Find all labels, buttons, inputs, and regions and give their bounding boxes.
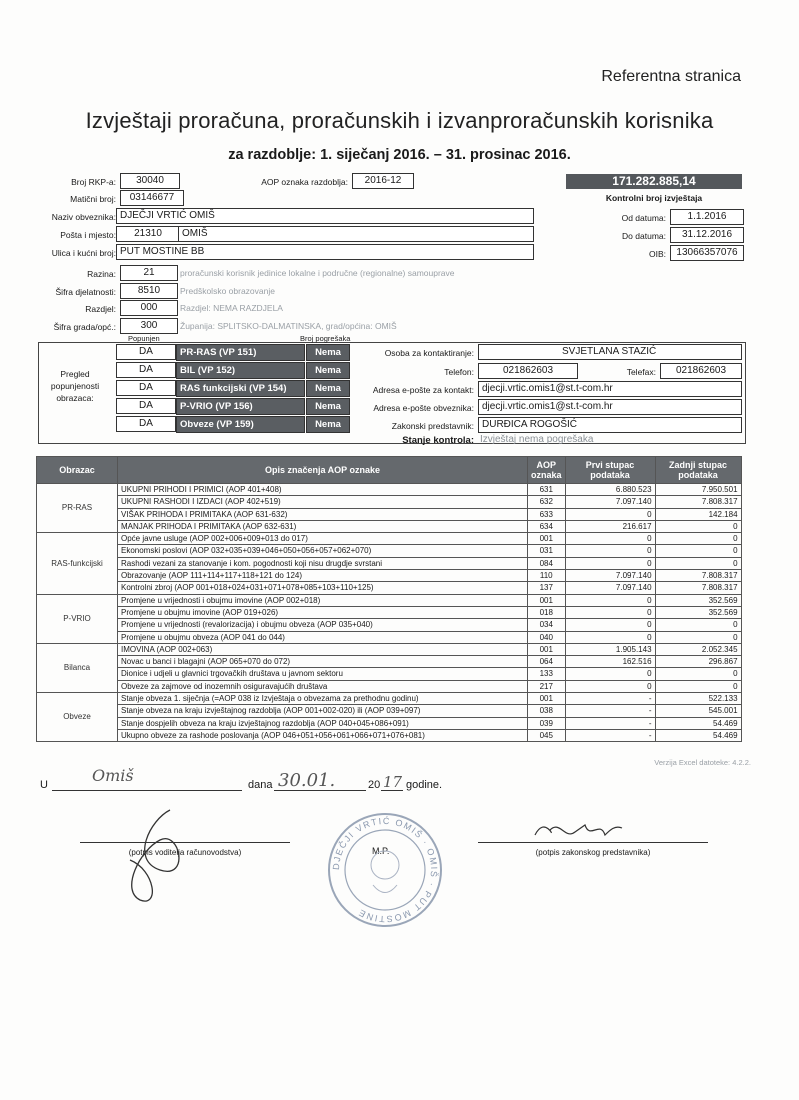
row-last-value: 0 — [655, 680, 741, 692]
row-aop: 633 — [528, 508, 566, 520]
row-aop: 040 — [528, 631, 566, 643]
row-first-value: 0 — [565, 557, 655, 569]
row-last-value: 296.867 — [655, 656, 741, 668]
row-aop: 137 — [528, 582, 566, 594]
row-description: Kontrolni zbroj (AOP 001+018+024+031+071+078+085+103+110+125) — [118, 582, 528, 594]
row-aop: 031 — [528, 545, 566, 557]
row-description: Opće javne usluge (AOP 002+006+009+013 do 017) — [118, 533, 528, 545]
row-first-value: 7.097.140 — [565, 496, 655, 508]
row-first-value: 0 — [565, 508, 655, 520]
table-row — [37, 705, 742, 717]
razdjel-field: 000 — [120, 300, 178, 316]
row-last-value: 352.569 — [655, 606, 741, 618]
row-last-value: 0 — [655, 533, 741, 545]
grad-label: Šifra grada/opć.: — [53, 322, 116, 332]
right-sign-caption: (potpis zakonskog predstavnika) — [535, 848, 651, 857]
email-kontakt-field: djecji.vrtic.omis1@st.t-com.hr — [478, 381, 742, 397]
stanje-value: Izvještaj nema pogrešaka — [480, 434, 594, 445]
tel-label: Telefon: — [444, 367, 474, 377]
aop-period-label: AOP oznaka razdoblja: — [261, 177, 348, 187]
u-label: U — [40, 779, 48, 791]
year-handwritten: 17 — [383, 773, 403, 791]
sifra-label: Šifra djelatnosti: — [55, 287, 116, 297]
reference-page-label: Referentna stranica — [601, 68, 741, 85]
table-row — [37, 717, 742, 729]
group-name: PR-RAS — [37, 484, 118, 533]
pregled-errors: Nema — [306, 416, 350, 433]
row-aop: 038 — [528, 705, 566, 717]
row-description: Stanje obveza na kraju izvještajnog razdoblja (AOP 001+002-020) ili (AOP 039+097) — [118, 705, 528, 717]
table-row — [37, 570, 742, 582]
razina-field: 21 — [120, 265, 178, 281]
row-aop: 001 — [528, 643, 566, 655]
do-field: 31.12.2016 — [670, 227, 744, 243]
table-row — [37, 557, 742, 569]
group-name: Bilanca — [37, 643, 118, 692]
row-last-value: 7.950.501 — [655, 484, 741, 496]
row-first-value: - — [565, 693, 655, 705]
fax-field: 021862603 — [660, 363, 742, 379]
aop-table-body — [37, 484, 742, 742]
row-first-value: 6.880.523 — [565, 484, 655, 496]
sifra-field: 8510 — [120, 283, 178, 299]
row-aop: 039 — [528, 717, 566, 729]
oib-label: OIB: — [648, 249, 666, 259]
table-row — [37, 545, 742, 557]
pregled-form-name: PR-RAS (VP 151) — [176, 344, 305, 361]
osoba-field — [478, 344, 742, 360]
row-first-value: - — [565, 705, 655, 717]
row-aop: 034 — [528, 619, 566, 631]
rkp-label: Broj RKP-a: — [71, 177, 116, 187]
row-aop: 133 — [528, 668, 566, 680]
date-handwritten: 30.01. — [278, 770, 336, 791]
table-row — [37, 496, 742, 508]
row-last-value: 0 — [655, 557, 741, 569]
row-description: Ukupno obveze za rashode poslovanja (AOP 046+051+056+061+066+071+076+081) — [118, 729, 528, 741]
row-last-value: 54.469 — [655, 717, 741, 729]
left-sign-caption: (potpis voditelja računovodstva) — [128, 848, 242, 857]
group-name: P-VRIO — [37, 594, 118, 643]
table-row — [37, 619, 742, 631]
row-last-value: 2.052.345 — [655, 643, 741, 655]
group-name: Obveze — [37, 693, 118, 742]
sifra-desc: Predškolsko obrazovanje — [180, 286, 275, 296]
table-row — [37, 680, 742, 692]
dana-label: dana — [248, 779, 273, 791]
pregled-status: DA — [116, 344, 176, 360]
zakonski-label: Zakonski predstavnik: — [391, 421, 474, 431]
mjesto-field: OMIŠ — [178, 226, 534, 242]
row-last-value: 522.133 — [655, 693, 741, 705]
do-label: Do datuma: — [622, 231, 666, 241]
place-line — [52, 790, 242, 791]
row-first-value: 0 — [565, 668, 655, 680]
table-row — [37, 508, 742, 520]
oib-field: 13066357076 — [670, 245, 744, 261]
row-last-value: 0 — [655, 520, 741, 532]
year-prefix: 20 — [368, 779, 381, 791]
col-pogreske: Broj pogrešaka — [300, 334, 351, 343]
pregled-errors: Nema — [306, 362, 350, 379]
pregled-form-name: Obveze (VP 159) — [176, 416, 305, 433]
right-signature-icon — [530, 810, 630, 850]
row-first-value: 0 — [565, 606, 655, 618]
stanje-label: Stanje kontrola: — [402, 435, 474, 446]
od-field: 1.1.2016 — [670, 209, 744, 225]
svg-text:DJEČJI VRTIĆ OMIŠ · OMIŠ · PUT — [331, 816, 439, 924]
od-label: Od datuma: — [621, 213, 666, 223]
tel-field: 021862603 — [478, 363, 578, 379]
row-description: Promjene u obujmu imovine (AOP 019+026) — [118, 606, 528, 618]
place-handwritten: Omiš — [92, 766, 134, 785]
col-prvi: Prvi stupac podataka — [565, 457, 655, 484]
pregled-status: DA — [116, 362, 176, 378]
naziv-label: Naziv obveznika: — [51, 212, 116, 222]
osoba-value: SVJETLANA STAZIĆ — [562, 346, 657, 357]
posta-label: Pošta i mjesto: — [60, 230, 116, 240]
table-row — [37, 693, 742, 705]
control-number-label: Kontrolni broj izvještaja — [605, 193, 703, 203]
naziv-field: DJEČJI VRTIĆ OMIŠ — [116, 208, 534, 224]
row-last-value: 0 — [655, 619, 741, 631]
godine-label: godine. — [406, 779, 443, 791]
pregled-status: DA — [116, 380, 176, 396]
col-popunjen: Popunjen — [128, 334, 160, 343]
row-first-value: 0 — [565, 533, 655, 545]
row-description: Rashodi vezani za stanovanje i kom. pogodnosti koji nisu drugdje svrstani — [118, 557, 528, 569]
row-aop: 001 — [528, 594, 566, 606]
row-last-value: 0 — [655, 668, 741, 680]
row-first-value: 0 — [565, 619, 655, 631]
row-description: Novac u banci i blagajni (AOP 065+070 do 072) — [118, 656, 528, 668]
razdjel-label: Razdjel: — [85, 304, 116, 314]
pregled-status: DA — [116, 398, 176, 414]
row-last-value: 54.469 — [655, 729, 741, 741]
row-description: UKUPNI PRIHODI I PRIMICI (AOP 401+408) — [118, 484, 528, 496]
control-number: 171.282.885,14 — [566, 174, 742, 189]
row-first-value: 0 — [565, 594, 655, 606]
pregled-form-name: P-VRIO (VP 156) — [176, 398, 305, 415]
table-row — [37, 520, 742, 532]
row-description: UKUPNI RASHODI I IZDACI (AOP 402+519) — [118, 496, 528, 508]
posta-field: 21310 — [116, 226, 180, 242]
grad-desc: Županija: SPLITSKO-DALMATINSKA, grad/općina: OMIŠ — [180, 321, 397, 331]
year-line — [381, 790, 403, 791]
ulica-field: PUT MOSTINE BB — [116, 244, 534, 260]
row-first-value: 162.516 — [565, 656, 655, 668]
row-aop: 064 — [528, 656, 566, 668]
row-aop: 001 — [528, 533, 566, 545]
pregled-form-name: BIL (VP 152) — [176, 362, 305, 379]
row-last-value: 0 — [655, 545, 741, 557]
row-first-value: - — [565, 729, 655, 741]
row-first-value: 1.905.143 — [565, 643, 655, 655]
report-title: Izvještaji proračuna, proračunskih i izvanproračunskih korisnika — [85, 108, 714, 133]
row-first-value: 0 — [565, 631, 655, 643]
zakonski-field: DURĐICA ROGOŠIĆ — [478, 417, 742, 433]
row-first-value: - — [565, 717, 655, 729]
table-row — [37, 484, 742, 496]
row-aop: 631 — [528, 484, 566, 496]
col-opis: Opis značenja AOP oznake — [118, 457, 528, 484]
row-aop: 634 — [528, 520, 566, 532]
row-aop: 632 — [528, 496, 566, 508]
row-description: Dionice i udjeli u glavnici trgovačkih društava u javnom sektoru — [118, 668, 528, 680]
email-obveznik-field: djecji.vrtic.omis1@st.t-com.hr — [478, 399, 742, 415]
row-description: Ekonomski poslovi (AOP 032+035+039+046+050+056+057+062+070) — [118, 545, 528, 557]
grad-field: 300 — [120, 318, 178, 334]
row-last-value: 0 — [655, 631, 741, 643]
col-zadnji: Zadnji stupac podataka — [655, 457, 741, 484]
rkp-field: 30040 — [120, 173, 180, 189]
ulica-label: Ulica i kućni broj: — [51, 248, 116, 258]
row-aop: 084 — [528, 557, 566, 569]
osoba-label: Osoba za kontaktiranje: — [384, 348, 474, 358]
pregled-errors: Nema — [306, 380, 350, 397]
razina-desc: proračunski korisnik jedinice lokalne i područne (regionalne) samouprave — [180, 268, 455, 278]
mb-field: 03146677 — [120, 190, 184, 206]
group-name: RAS-funkcijski — [37, 533, 118, 594]
stamp-icon — [325, 810, 445, 930]
razina-label: Razina: — [87, 269, 116, 279]
row-first-value: 7.097.140 — [565, 582, 655, 594]
pregled-errors: Nema — [306, 344, 350, 361]
pregled-errors: Nema — [306, 398, 350, 415]
mb-label: Matični broj: — [70, 194, 116, 204]
row-description: MANJAK PRIHODA I PRIMITAKA (AOP 632-631) — [118, 520, 528, 532]
row-first-value: 7.097.140 — [565, 570, 655, 582]
table-row — [37, 606, 742, 618]
table-row — [37, 594, 742, 606]
row-last-value: 7.808.317 — [655, 570, 741, 582]
version-label: Verzija Excel datoteke: 4.2.2. — [654, 758, 751, 767]
row-first-value: 0 — [565, 680, 655, 692]
row-description: IMOVINA (AOP 002+063) — [118, 643, 528, 655]
row-description: Stanje dospjelih obveza na kraju izvještajnog razdoblja (AOP 040+045+086+091) — [118, 717, 528, 729]
row-first-value: 0 — [565, 545, 655, 557]
table-row — [37, 668, 742, 680]
pregled-label: Pregled popunjenosti obrazaca: — [50, 369, 100, 403]
table-row — [37, 582, 742, 594]
row-description: Obrazovanje (AOP 111+114+117+118+121 do 124) — [118, 570, 528, 582]
row-last-value: 352.569 — [655, 594, 741, 606]
email-kontakt-label: Adresa e-pošte za kontakt: — [372, 385, 474, 395]
table-row — [37, 729, 742, 741]
row-aop: 217 — [528, 680, 566, 692]
fax-label: Telefax: — [626, 367, 656, 377]
row-description: VIŠAK PRIHODA I PRIMITAKA (AOP 631-632) — [118, 508, 528, 520]
stamp-text: DJEČJI VRTIĆ OMIŠ · OMIŠ · PUT MOSTINE — [330, 815, 440, 925]
table-row — [37, 643, 742, 655]
pregled-status: DA — [116, 416, 176, 432]
aop-period-field: 2016-12 — [352, 173, 414, 189]
aop-table — [36, 456, 742, 742]
row-last-value: 545.001 — [655, 705, 741, 717]
row-description: Promjene u vrijednosti (revalorizacija) i obujmu obveza (AOP 035+040) — [118, 619, 528, 631]
email-obveznik-label: Adresa e-pošte obveznika: — [373, 403, 474, 413]
row-aop: 018 — [528, 606, 566, 618]
pregled-form-name: RAS funkcijski (VP 154) — [176, 380, 305, 397]
table-row — [37, 656, 742, 668]
row-last-value: 142.184 — [655, 508, 741, 520]
col-obrazac: Obrazac — [37, 457, 118, 484]
row-description: Promjene u vrijednosti i obujmu imovine (AOP 002+018) — [118, 594, 528, 606]
table-row — [37, 631, 742, 643]
col-aop: AOP oznaka — [528, 457, 566, 484]
row-description: Promjene u obujmu obveza (AOP 041 do 044) — [118, 631, 528, 643]
row-description: Stanje obveza 1. siječnja (=AOP 038 iz Izvještaja o obvezama za prethodnu godinu) — [118, 693, 528, 705]
mp-label: M.P. — [372, 846, 390, 856]
row-last-value: 7.808.317 — [655, 496, 741, 508]
row-aop: 110 — [528, 570, 566, 582]
report-period: za razdoblje: 1. siječanj 2016. – 31. prosinac 2016. — [228, 147, 571, 163]
row-aop: 045 — [528, 729, 566, 741]
row-last-value: 7.808.317 — [655, 582, 741, 594]
aop-table-wrap — [36, 456, 742, 742]
razdjel-desc: Razdjel: NEMA RAZDJELA — [180, 303, 283, 313]
row-aop: 001 — [528, 693, 566, 705]
row-description: Obveze za zajmove od inozemnih osiguravajućih društava — [118, 680, 528, 692]
table-row — [37, 533, 742, 545]
left-signature-icon — [100, 800, 220, 910]
row-first-value: 216.617 — [565, 520, 655, 532]
